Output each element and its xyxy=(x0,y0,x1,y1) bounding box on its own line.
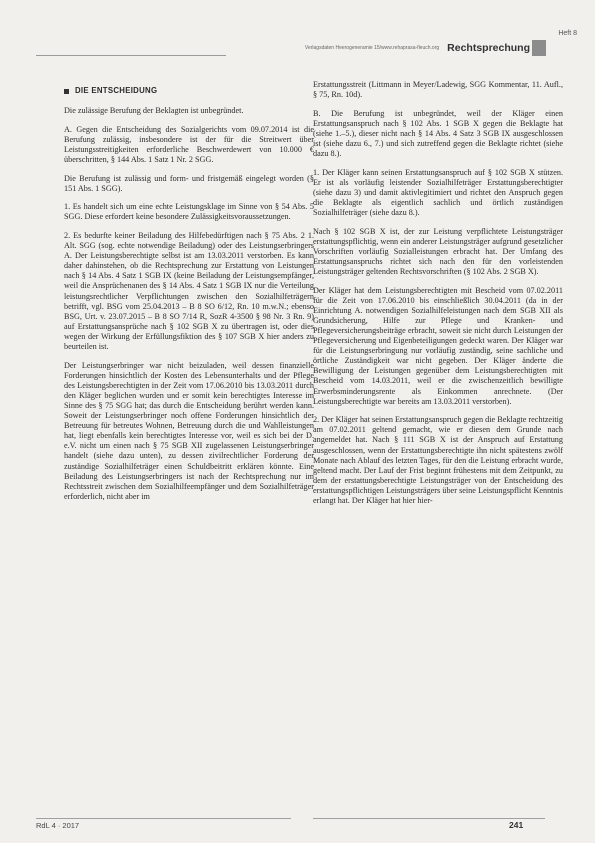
right-column xyxy=(313,80,563,515)
paragraph: Erstattungsstreit (Littmann in Meyer/Ladewig, SGG Kommentar, 11. Aufl., § 75, Rn. 10d). xyxy=(313,80,563,100)
paragraph: B. Die Berufung ist unbegründet, weil der Kläger einen Erstattungsanspruch nach § 102 Abs. 1 SGB X gegen die Beklagte hat (siehe 1.–5.), dieser nicht nach § 14 Abs. 4 Satz 3 SGB IX ausgeschlossen ist (siehe dazu 6., 7.) und sich zutreffend gegen die Beklagte richtet (siehe dazu 8.). xyxy=(313,108,563,159)
header-source-line: Verlagsdaten Heerogeneramie 15/www.rehaprasa-fleuch.org xyxy=(304,45,440,51)
paragraph: Der Leistungserbringer war nicht beizuladen, weil dessen finanzielle Forderungen hinsichtlich der Kosten des Lebensunterhalts und der Pflege des Leistungsberechtigten in der Zeit vom 17.06.2010 bis 13.03.2011 durch den Kläger beglichen wurden und er somit kein berechtigtes Interesse im Sinne des § 75 SGG hat; das durch die Entscheidung berührt werden kann. Soweit der Leistungserbringer noch offene Forderungen hinsichtlich der Betreuung für betreutes Wohnen, Betreuung durch die und Wahlleistungen hat, liegt ebenfalls kein berechtigtes Interesse vor, weil es sich bei der D. e.V. nicht um einen nach § 75 SGB XII zugelassenen Leistungserbringer handelt (siehe dazu unten), zu dessen zivilrechtlicher Forderung der zuständige Sozialhilfeträger einen Schuldbeitritt erklären könnte. Eine Beiladung des Leistungserbringers ist nach der Rechtsprechung nur im Rechtsstreit zwischen dem Sozialhilfeempfänger und dem Sozialhilfeträger erforderlich, nicht aber im xyxy=(64,360,314,501)
page-number: 241 xyxy=(509,820,524,830)
header-rule xyxy=(36,55,226,56)
section-heading xyxy=(64,86,314,96)
paragraph: Der Kläger hat dem Leistungsberechtigten mit Bescheid vom 07.02.2011 für die Zeit von 17.06.2010 bis einschließlich 30.04.2011 (da in der Einrichtung A. notwendigen Sozialhilfeleistungen nach dem SGB XII als Grundsicherung, Hilfe zur Pflege und Kranken- und Pflegeversicherungsbeiträge erbracht, soweit sie nicht durch Leistungen der Pflegeversicherung und Eigenbeteiligungen gedeckt waren. Der Kläger war für die Leistungserbringung nur vorläufig zuständig, seine sachliche und örtliche Zuständigkeit war nicht gegeben. Der Kläger änderte die Bewilligung der Leistungen gegenüber dem Leistungsberechtigten mit Bescheid vom 14.03.2011, weil er die zwischenzeitlich bewilligte Erwerbsminderungsrente als Einkommen anrechnete. (Der Leistungsberechtigte war bereits am 13.03.2011 verstorben). xyxy=(313,285,563,406)
paragraph: 2. Es bedurfte keiner Beiladung des Hilfebedürftigen nach § 75 Abs. 2 1. Alt. SGG (sog. echte notwendige Beiladung) oder des Leistungserbringers A. Der Leistungsberechtigte selbst ist am 13.03.2011 verstorben. Es kann daher dahinstehen, ob die Rechtsprechung zur Erstattung von Leistungen nach § 14 Abs. 4 Satz 1 SGB IX (keine Beiladung der Leistungsempfänger, weil die Ansprüchenanen des § 14 Abs. 4 Satz 1 SGB IX nur die Verteilung leistungsrechtlicher Verpflichtungen zwischen den Sozialhilfeträgern betrifft, vgl. BSG vom 25.04.2013 – B 8 SO 6/12, Rn. 10 m.w.N.; ebenso BSG, Urt. v. 23.07.2015 – B 8 SO 7/14 R, SozR 4-3500 § 98 Nr. 3 Rn. 9) auf Erstattungsansprüche nach § 102 SGB X zu übertragen ist, oder dies wegen der Wirkung der Erfüllungsfiktion des § 107 SGB X hier anders zu beurteilen ist. xyxy=(64,230,314,351)
paragraph: Die zulässige Berufung der Beklagten ist unbegründet. xyxy=(64,106,244,116)
footer-rule xyxy=(36,818,291,819)
running-header xyxy=(230,40,530,56)
paragraph: Nach § 102 SGB X ist, der zur Leistung verpflichtete Leistungsträger erstattungspflichtig, wenn ein anderer Leistungsträger aufgrund gesetzlicher Vorschriften vorläufig Sozialleistungen erbracht hat. Der Umfang des Erstattungsanspruchs richtet sich nach den für den vorleistenden Leistungsträger geltenden Rechtsvorschriften (§ 102 Abs. 2 SGB X). xyxy=(313,226,563,276)
section-heading-text: DIE ENTSCHEIDUNG xyxy=(75,86,158,95)
section-title: Rechtsprechung xyxy=(447,42,530,54)
paragraph: 1. Der Kläger kann seinen Erstattungsanspruch auf § 102 SGB X stützen. Er ist als vorläufig leistender Sozialhilfeträger Erstattungsberechtigter (siehe dazu 3) und damit aktivlegitimiert und richtet den Anspruch gegen die Beklagte als eigentlich sachlich und örtlich zuständigen Sozialhilfeträger (siehe dazu 8.). xyxy=(313,167,563,218)
paragraph: 1. Es handelt sich um eine echte Leistungsklage im Sinne von § 54 Abs. 5 SGG. Diese erfordert keine besondere Zulässigkeitsvoraussetzungen. xyxy=(64,202,314,222)
paragraph: Die Berufung ist zulässig und form- und fristgemäß eingelegt worden (§ 151 Abs. 1 SGG). xyxy=(64,173,314,193)
section-marker xyxy=(532,40,546,56)
left-column xyxy=(64,80,314,510)
paragraph: 2. Der Kläger hat seinen Erstattungsanspruch gegen die Beklagte rechtzeitig am 07.02.2011 geltend gemacht, wie er diesen dem Grunde nach angemeldet hat. Nach § 111 SGB X ist der Anspruch auf Erstattung ausgeschlossen, wenn der Erstattungsberechtigte ihn nicht spätestens zwölf Monate nach Ablauf des letzten Tages, für den die Leistung erbracht wurde, geltend macht. Der Lauf der Frist beginnt frühestens mit dem Zeitpunkt, zu dem der erstattungsberechtigte Leistungsträger von der Entscheidung des erstattungspflichtigen Leistungsträgers über seine Leistungspflicht Kenntnis erlangt hat. Der Kläger hat hier hier- xyxy=(313,415,563,505)
footer-rule xyxy=(313,818,545,819)
issue-label: Heft 8 xyxy=(558,30,577,37)
paragraph: A. Gegen die Entscheidung des Sozialgerichts vom 09.07.2014 ist die Berufung zulässig, insbesondere ist der für die Streitwert über Leistungsstreitigkeiten erforderliche Beschwerdewert von 10.000 € überschritten, § 144 Abs. 1 Satz 1 Nr. 2 SGG. xyxy=(64,124,314,164)
square-bullet-icon xyxy=(64,89,69,94)
journal-issue: RdL 4 · 2017 xyxy=(36,821,80,830)
